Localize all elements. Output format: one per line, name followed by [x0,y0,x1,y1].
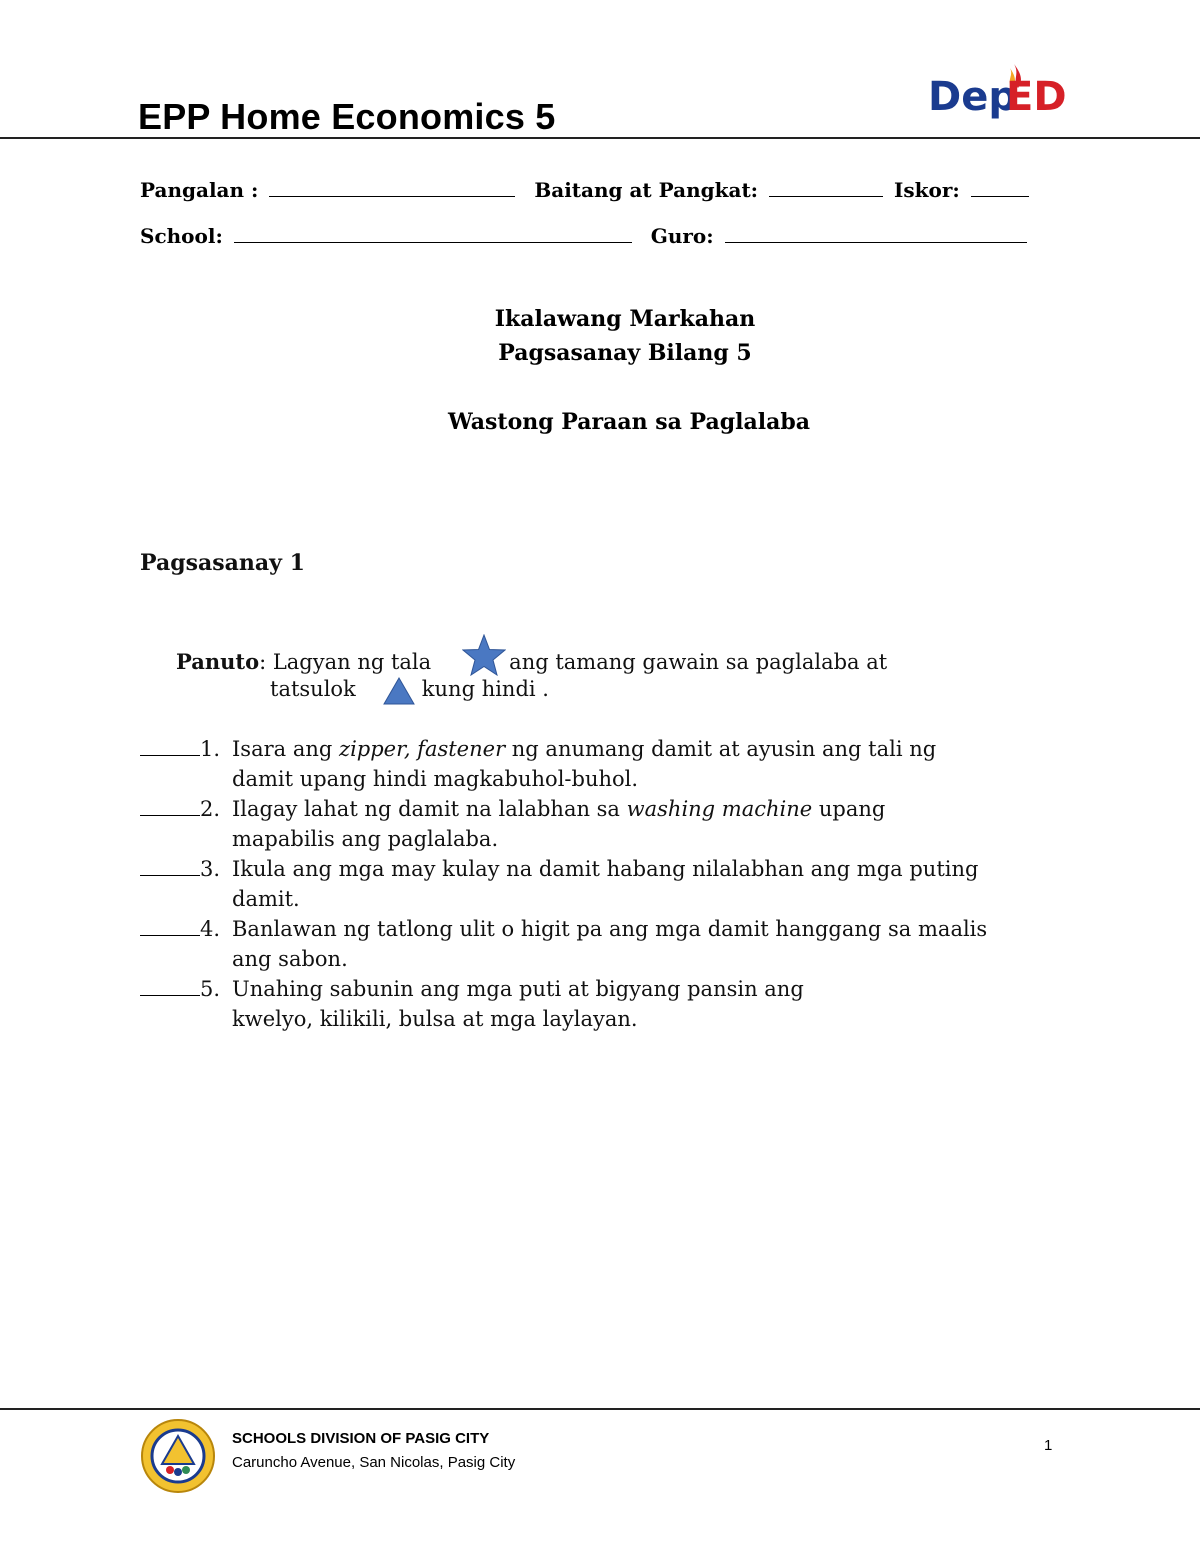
header-divider [0,137,1200,139]
school-label: School: [140,224,223,248]
answer-blank[interactable] [140,915,200,936]
name-field[interactable] [269,178,515,197]
list-item: 4. Banlawan ng tatlong ulit o higit pa ang mga damit hanggang sa maalis ang sabon. [140,914,1070,974]
footer-organization: SCHOOLS DIVISION OF PASIG CITY [232,1430,490,1447]
directions-text-4: kung hindi . [421,677,549,701]
form-row-1 [140,178,1033,202]
svg-text:ED: ED [1006,74,1067,120]
answer-blank[interactable] [140,975,200,996]
list-item: 2. Ilagay lahat ng damit na lalabhan sa washing machine upang mapabilis ang paglalaba. [140,794,1070,854]
topic-heading: Wastong Paraan sa Paglalaba [447,409,811,435]
directions-label: Panuto [176,649,260,674]
answer-blank[interactable] [140,735,200,756]
score-label: Iskor: [894,178,960,202]
deped-logo [922,62,1072,134]
quarter-heading: Ikalawang Markahan [494,306,756,332]
division-seal-icon [140,1418,216,1494]
answer-blank[interactable] [140,795,200,816]
directions-text-2: ang tamang gawain sa paglalaba at [509,650,888,674]
page-number: 1 [1044,1437,1053,1454]
list-item: 5. Unahing sabunin ang mga puti at bigyang pansin ang kwelyo, kilikili, bulsa at mga laylayan. [140,974,1070,1034]
score-field[interactable] [971,178,1029,197]
star-icon [462,634,506,676]
triangle-icon [382,676,416,706]
footer-address: Caruncho Avenue, San Nicolas, Pasig City [232,1454,516,1471]
school-field[interactable] [234,224,632,243]
document-title: EPP Home Economics 5 [138,96,556,137]
directions-text-3: tatsulok [270,677,356,701]
svg-text:Dep: Dep [928,74,1017,120]
footer-divider [0,1408,1200,1410]
teacher-field[interactable] [725,224,1027,243]
directions-text-1: : Lagyan ng tala [259,650,432,674]
form-row-2 [140,224,1031,248]
teacher-label: Guro: [650,224,714,248]
list-item: 3. Ikula ang mga may kulay na damit habang nilalabhan ang mga puting damit. [140,854,1070,914]
section-title: Pagsasanay 1 [140,550,305,576]
answer-blank[interactable] [140,855,200,876]
name-label: Pangalan : [140,178,259,202]
list-item: 1. Isara ang zipper, fastener ng anumang damit at ayusin ang tali ng damit upang hindi magkabuhol-buhol. [140,734,1070,794]
grade-field[interactable] [769,178,883,197]
directions-line-1 [176,646,887,678]
grade-label: Baitang at Pangkat: [534,178,759,202]
exercise-items [140,734,1070,1034]
exercise-heading: Pagsasanay Bilang 5 [498,340,752,366]
